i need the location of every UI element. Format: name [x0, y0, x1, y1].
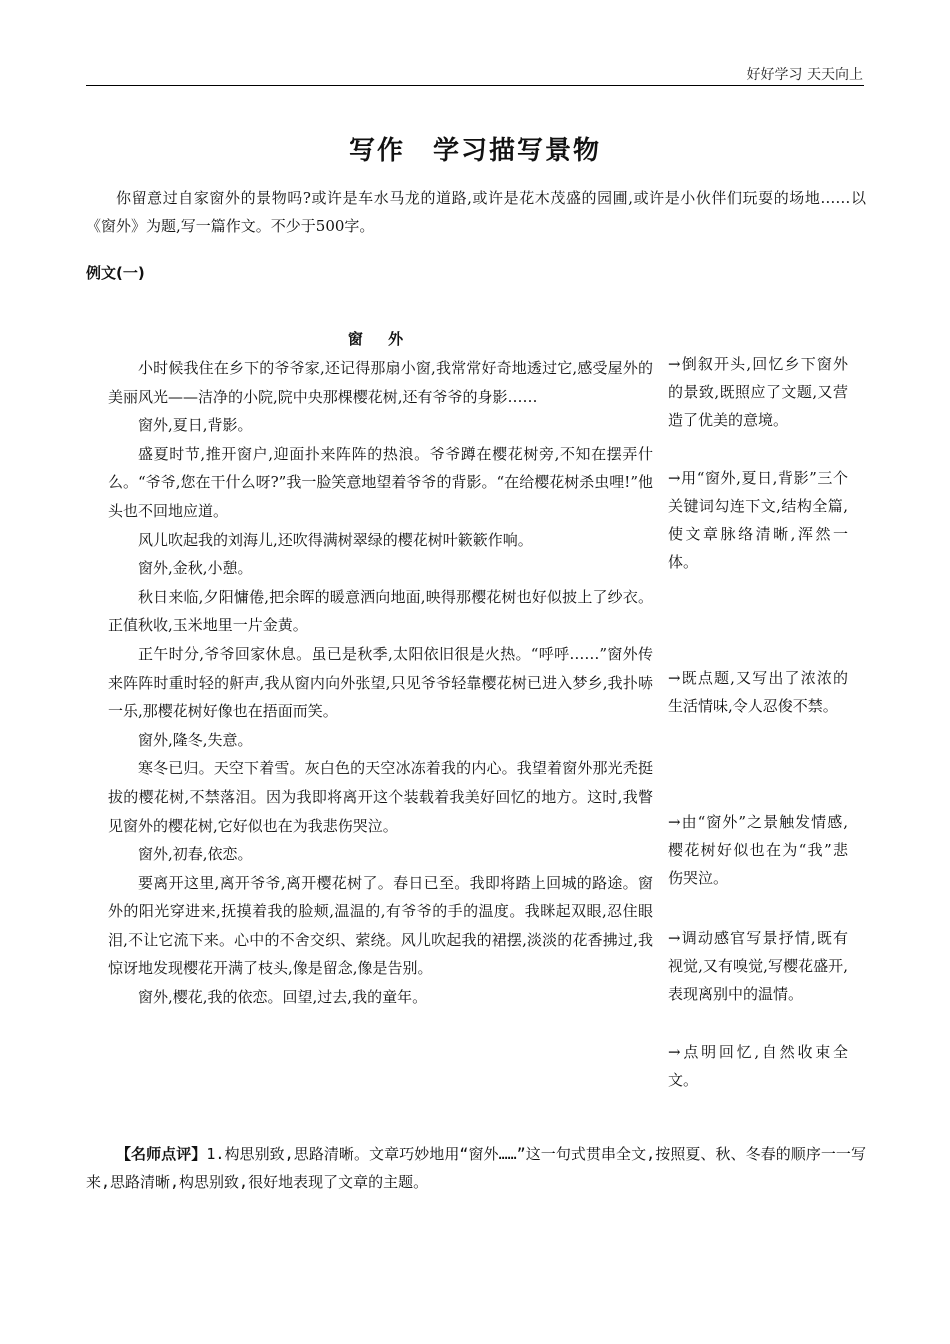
margin-annotation-1: →倒叙开头,回忆乡下窗外的景致,既照应了文题,又营造了优美的意境。: [668, 355, 848, 429]
margin-annotation-4: →由“窗外”之景触发情感,樱花树好似也在为“我”悲伤哭泣。: [668, 813, 848, 887]
essay-paragraph: 窗外,初春,依恋。: [138, 845, 253, 864]
essay-paragraph: 风儿吹起我的刘海儿,还吹得满树翠绿的樱花树叶簌簌作响。: [138, 530, 533, 549]
essay-paragraph: 正午时分,爷爷回家休息。虽已是秋季,太阳依旧很是火热。“呼呼……”窗外传来阵阵时重时轻的鼾声,我从窗内向外张望,只见爷爷轻靠樱花树已进入梦乡,我扑哧一乐,那樱花树好像也在捂面而笑。: [108, 644, 653, 721]
essay-paragraph: 窗外,樱花,我的依恋。回望,过去,我的童年。: [138, 988, 428, 1007]
essay-paragraph: 窗外,隆冬,失意。: [138, 730, 253, 749]
margin-annotation-6: →点明回忆,自然收束全文。: [668, 1043, 848, 1089]
margin-annotation-5: →调动感官写景抒情,既有视觉,又有嗅觉,写樱花盛开,表现离别中的温情。: [668, 929, 848, 1003]
example-label: 例文(一): [86, 264, 145, 282]
teacher-comment-text: 1.构思别致,思路清晰。文章巧妙地用“窗外……”这一句式贯串全文,按照夏、秋、冬春的顺序一一写来,思路清晰,构思别致,很好地表现了文章的主题。: [86, 1145, 866, 1191]
header-slogan: 好好学习 天天向上: [746, 67, 863, 83]
essay-body: [108, 354, 653, 1012]
essay-paragraph: 秋日来临,夕阳慵倦,把余晖的暖意洒向地面,映得那樱花树也好似披上了纱衣。正值秋收,玉米地里一片金黄。: [108, 587, 653, 635]
essay-paragraph: 寒冬已归。天空下着雪。灰白色的天空冰冻着我的内心。我望着窗外那光秃挺拔的樱花树,不禁落泪。因为我即将离开这个装载着我美好回忆的地方。这时,我瞥见窗外的樱花树,它好似也在为我悲伤哭泣。: [108, 759, 653, 835]
teacher-comment: [86, 1140, 866, 1196]
essay-title: 窗 外: [347, 330, 414, 348]
essay-paragraph: 要离开这里,离开爷爷,离开樱花树了。春日已至。我即将踏上回城的路途。窗外的阳光穿进来,抚摸着我的脸颊,温温的,有爷爷的手的温度。我眯起双眼,忍住眼泪,不让它流下来。心中的不舍交织、萦绕。风儿吹起我的裙摆,淡淡的花香拂过,我惊讶地发现樱花开满了枝头,像是留念,像是告别。: [108, 873, 653, 978]
header-divider: [86, 85, 864, 86]
teacher-comment-label: 【名师点评】: [116, 1145, 207, 1163]
essay-paragraph: 窗外,夏日,背影。: [138, 416, 253, 435]
essay-paragraph: 窗外,金秋,小憩。: [138, 559, 253, 578]
margin-annotation-3: →既点题,又写出了浓浓的生活情味,令人忍俊不禁。: [668, 669, 848, 715]
essay-paragraph: 小时候我住在乡下的爷爷家,还记得那扇小窗,我常常好奇地透过它,感受屋外的美丽风光——洁净的小院,院中央那棵樱花树,还有爷爷的身影……: [108, 359, 653, 406]
writing-prompt: 你留意过自家窗外的景物吗?或许是车水马龙的道路,或许是花木茂盛的园圃,或许是小伙伴们玩耍的场地……以《窗外》为题,写一篇作文。不少于500字。: [86, 189, 866, 235]
essay-paragraph: 盛夏时节,推开窗户,迎面扑来阵阵的热浪。爷爷蹲在樱花树旁,不知在摆弄什么。“爷爷,您在干什么呀?”我一脸笑意地望着爷爷的背影。“在给樱花树杀虫哩!”他头也不回地应道。: [108, 444, 653, 520]
margin-annotation-2: →用“窗外,夏日,背影”三个关键词勾连下文,结构全篇,使文章脉络清晰,浑然一体。: [668, 469, 848, 571]
page-title: 写作 学习描写景物: [348, 136, 601, 166]
